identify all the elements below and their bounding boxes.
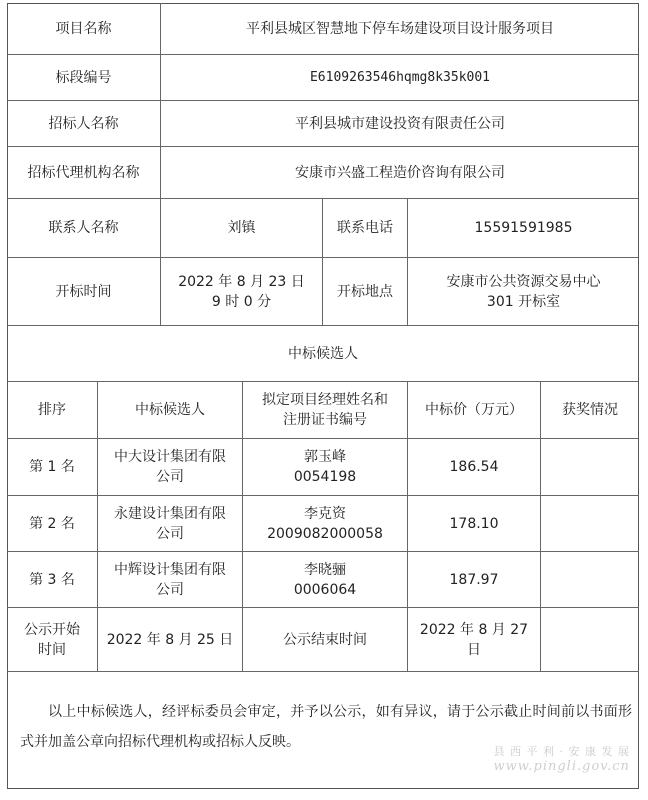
candidate-name-line2: 公司 — [156, 525, 184, 542]
phone-value: 15591591985 — [474, 220, 573, 236]
open-time-hour: 9 时 0 分 — [211, 293, 272, 310]
col-header-candidate: 中标候选人 — [135, 402, 205, 418]
manager-cell — [243, 552, 407, 607]
candidate-name-line1: 中辉设计集团有限 — [114, 561, 226, 578]
col-header-awards: 获奖情况 — [562, 402, 618, 418]
manager-cert: 0006064 — [293, 581, 357, 598]
open-place-line2: 301 开标室 — [486, 293, 561, 310]
open-time-label: 开标时间 — [55, 283, 112, 300]
publicity-end-value: 2022 年 8 月 27 日 — [419, 621, 529, 658]
phone-label: 联系电话 — [337, 220, 393, 236]
candidate-name-line2: 公司 — [156, 469, 184, 485]
open-place-value — [408, 258, 639, 325]
agency-value: 安康市兴盛工程造价咨询有限公司 — [295, 164, 505, 181]
manager-cell — [243, 439, 407, 495]
col-header-price: 中标价（万元） — [425, 402, 523, 418]
publicity-end-label: 公示结束时间 — [283, 631, 367, 648]
manager-cell — [243, 496, 407, 551]
price-cell: 187.97 — [449, 571, 499, 588]
awards-cell — [541, 496, 639, 551]
rank-cell: 第 1 名 — [29, 459, 75, 475]
open-place-line1: 安康市公共资源交易中心 — [446, 273, 601, 290]
publicity-start-label-line1: 公示开始 — [24, 621, 80, 638]
publicity-start-value: 2022 年 8 月 25 日 — [106, 631, 234, 648]
contact-label: 联系人名称 — [48, 220, 119, 236]
watermark-url: www.pingli.gov.cn — [493, 759, 630, 774]
tenderer-label: 招标人名称 — [48, 115, 119, 132]
project-name-value: 平利县城区智慧地下停车场建设项目设计服务项目 — [246, 20, 554, 37]
awards-cell — [541, 439, 639, 495]
publicity-start-label-line2: 时间 — [38, 641, 66, 658]
contact-value: 刘镇 — [227, 220, 256, 236]
project-name-label: 项目名称 — [55, 20, 112, 37]
awards-cell — [541, 552, 639, 607]
col-divider — [540, 607, 541, 671]
watermark-text: 县 西 平 利 · 安 康 发 展 — [493, 745, 630, 758]
rank-cell: 第 3 名 — [29, 571, 75, 588]
candidate-cell — [98, 552, 242, 607]
price-cell: 178.10 — [449, 515, 499, 532]
col-header-manager — [243, 382, 407, 438]
agency-label: 招标代理机构名称 — [27, 164, 140, 181]
publicity-start-label — [7, 608, 97, 671]
candidate-name-line2: 公司 — [156, 581, 184, 598]
site-watermark — [494, 743, 630, 774]
notice-paragraph: 以上中标候选人，经评标委员会审定，并予以公示，如有异议，请于公示截止时间前以书面形式并加盖公章向招标代理机构或招标人反映。 — [20, 704, 632, 750]
candidate-cell — [98, 496, 242, 551]
candidates-title: 中标候选人 — [288, 345, 358, 362]
rank-cell: 第 2 名 — [29, 515, 75, 532]
open-time-value — [161, 258, 322, 325]
candidate-name-line1: 永建设计集团有限 — [114, 505, 226, 522]
price-cell: 186.54 — [449, 459, 499, 475]
candidate-cell — [98, 439, 242, 495]
col-header-manager-line2: 注册证书编号 — [283, 412, 367, 428]
open-time-date: 2022 年 8 月 23 日 — [178, 273, 305, 290]
row-divider — [7, 671, 639, 672]
manager-name: 李克资 — [304, 505, 346, 522]
tenderer-value: 平利县城市建设投资有限责任公司 — [295, 115, 505, 132]
manager-cert: 2009082000058 — [267, 525, 383, 542]
open-place-label: 开标地点 — [337, 283, 393, 300]
manager-name: 郭玉峰 — [304, 449, 346, 465]
candidate-name-line1: 中大设计集团有限 — [114, 449, 226, 465]
col-header-rank: 排序 — [38, 402, 66, 418]
manager-cert: 0054198 — [293, 469, 357, 485]
manager-name: 李晓骊 — [304, 561, 346, 578]
col-header-manager-line1: 拟定项目经理姓名和 — [262, 392, 388, 408]
section-no-value: E6109263546hqmg8k35k001 — [309, 69, 490, 85]
section-no-label: 标段编号 — [55, 69, 112, 86]
